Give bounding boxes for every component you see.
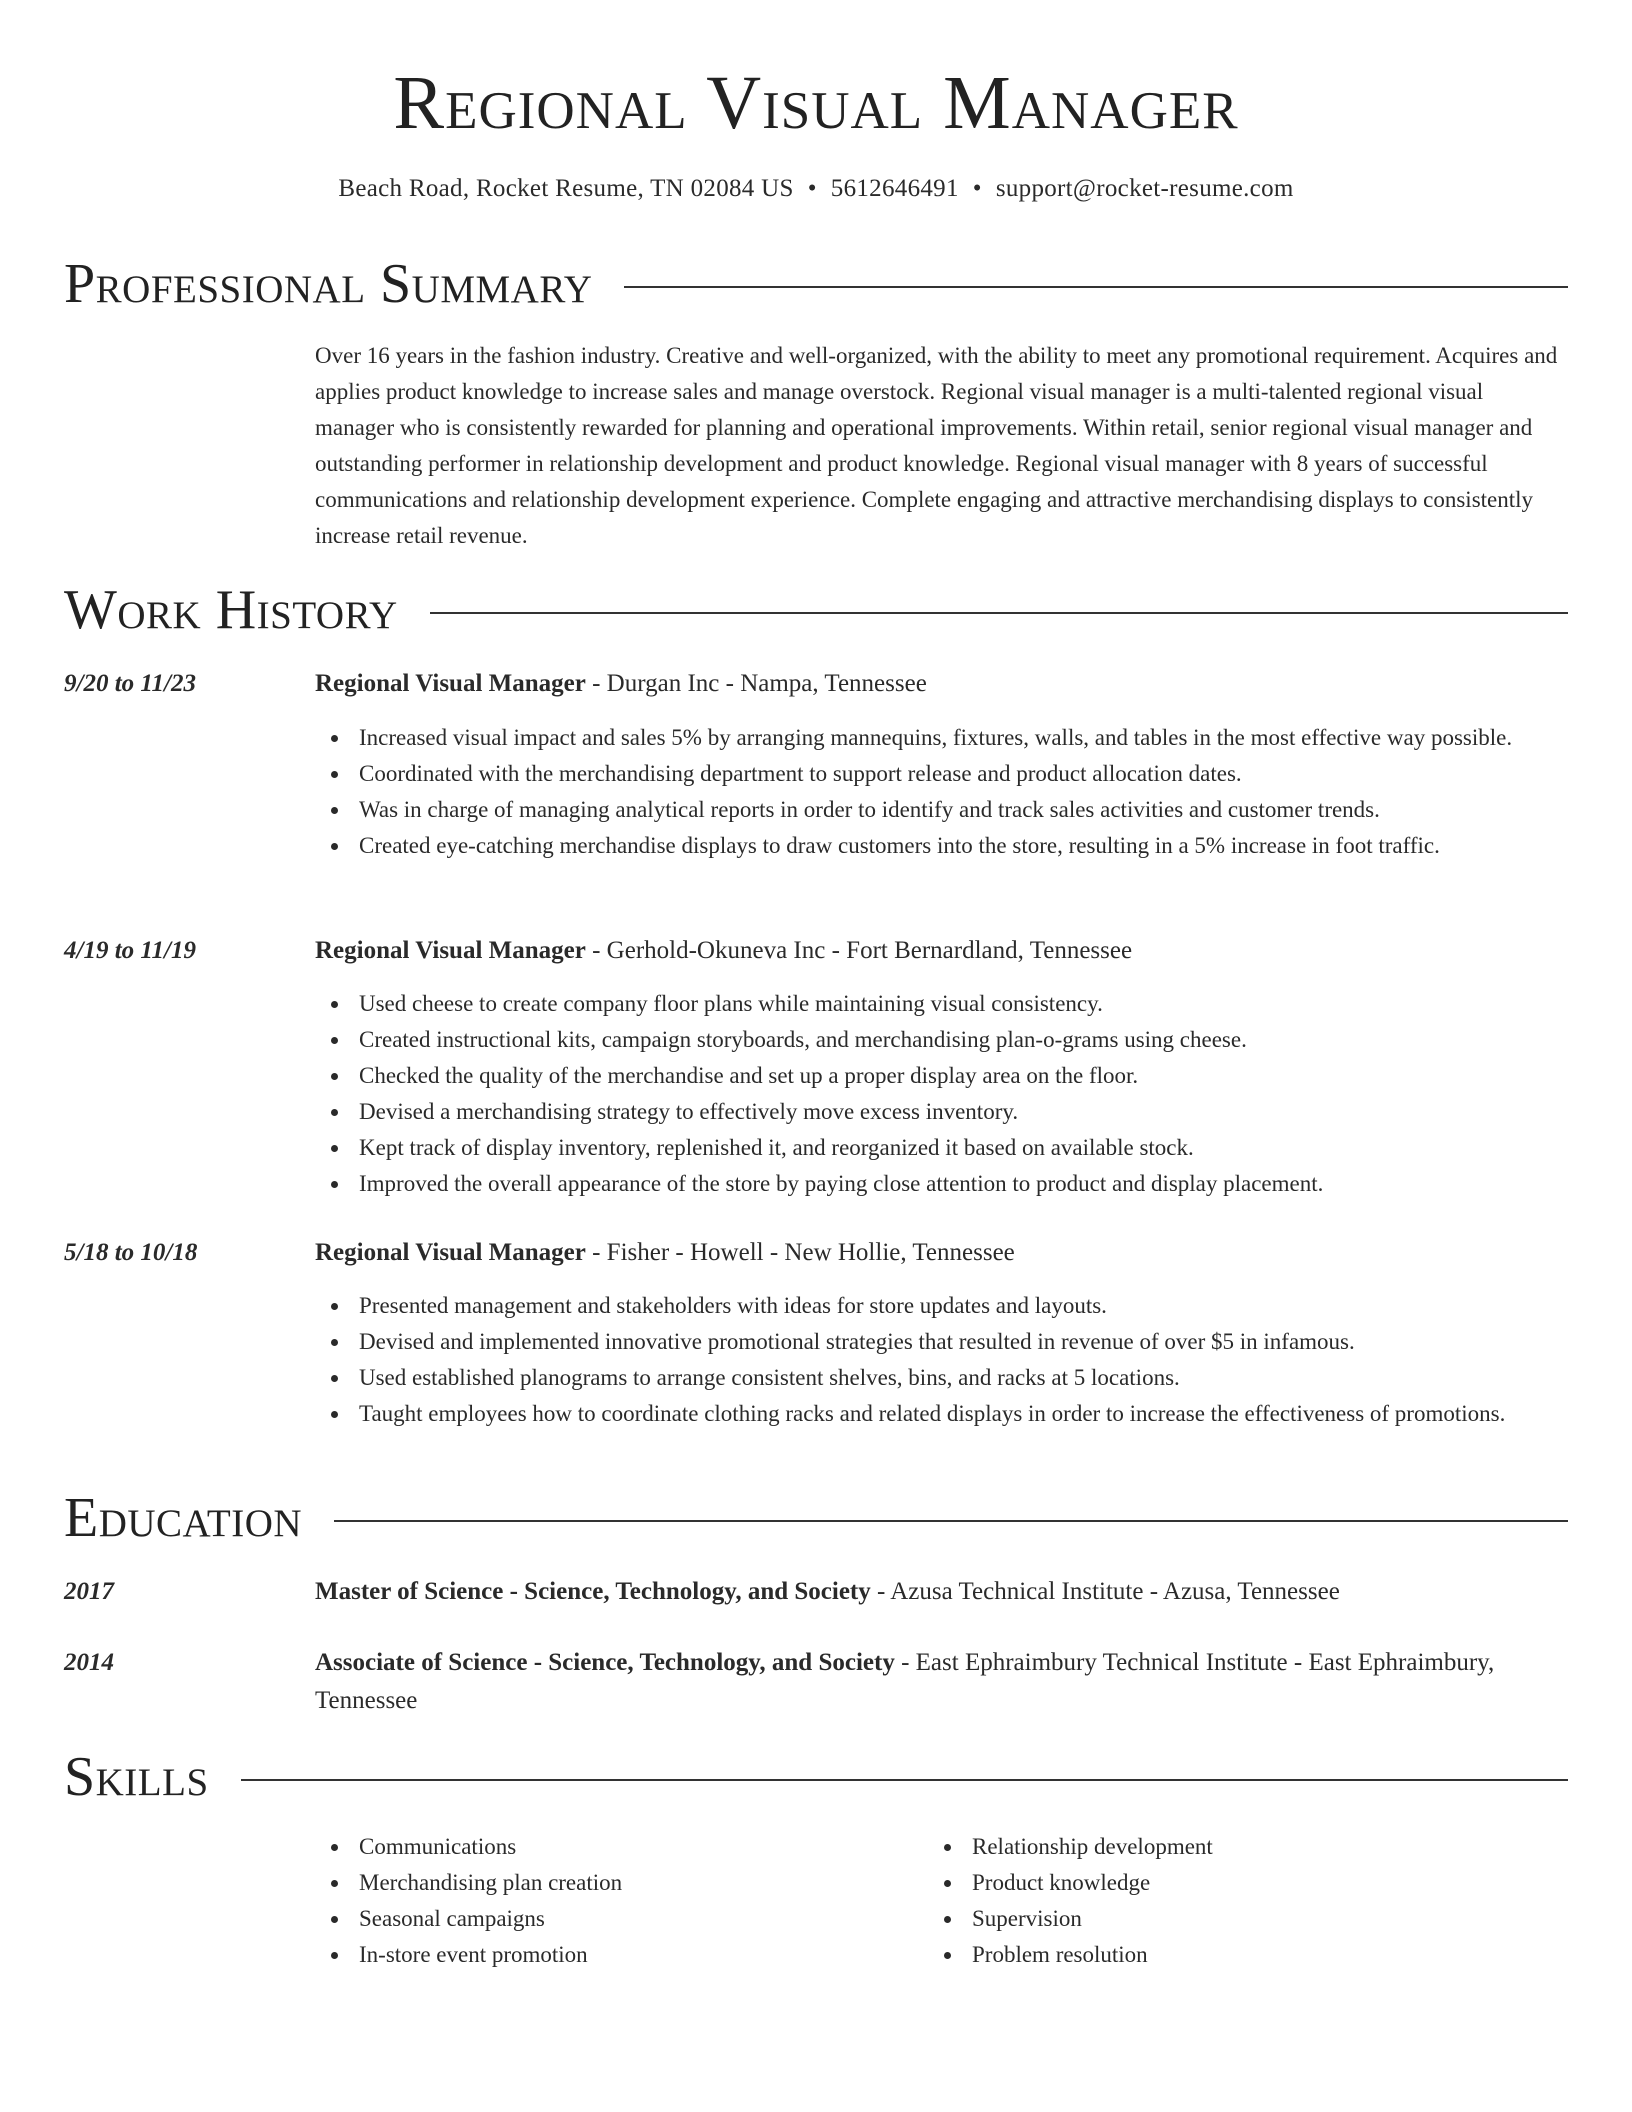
section-heading: Education: [64, 1487, 303, 1549]
education-details: - East Ephraimbury Technical Institute - East Ephraimbury, Tennessee: [315, 1649, 1495, 1714]
education-year: 2014: [64, 1649, 114, 1676]
list-item: Used cheese to create company floor plans while maintaining visual consistency.: [315, 986, 1568, 1022]
list-item: Checked the quality of the merchandise and set up a proper display area on the floor.: [315, 1058, 1568, 1094]
skill-item: Communications: [315, 1829, 915, 1865]
section-education: [64, 1486, 1568, 1550]
education-year: 2017: [64, 1578, 114, 1605]
job-title: Regional Visual Manager: [315, 670, 586, 697]
section-skills: [64, 1745, 1568, 1809]
job-title-line: [315, 665, 1568, 703]
list-item: Was in charge of managing analytical reports in order to identify and track sales activities and customer trends.: [315, 792, 1568, 828]
education-details: - Azusa Technical Institute - Azusa, Tennessee: [870, 1578, 1340, 1605]
contact-phone: 5612646491: [830, 175, 959, 202]
job-title: Regional Visual Manager: [315, 1239, 586, 1266]
section-work-history: [64, 578, 1568, 642]
skill-item: Seasonal campaigns: [315, 1901, 915, 1937]
contact-email: support@rocket-resume.com: [995, 175, 1294, 202]
list-item: Taught employees how to coordinate clothing racks and related displays in order to increase the effectiveness of promotions.: [315, 1396, 1568, 1432]
contact-address: Beach Road, Rocket Resume, TN 02084 US: [338, 175, 794, 202]
resume-title: Regional Visual Manager: [393, 61, 1239, 145]
skills-list-right: [928, 1829, 1528, 1973]
skills-list-left: [315, 1829, 915, 1973]
job-details: - Durgan Inc - Nampa, Tennessee: [585, 670, 927, 697]
job-bullets: [315, 1288, 1568, 1432]
contact-separator: •: [807, 175, 817, 202]
list-item: Kept track of display inventory, replenished it, and reorganized it based on available stock.: [315, 1130, 1568, 1166]
job-title-line: [315, 932, 1568, 970]
job-bullets: [315, 720, 1568, 864]
skill-item: Product knowledge: [928, 1865, 1528, 1901]
job-bullets: [315, 986, 1568, 1202]
summary-text: Over 16 years in the fashion industry. Creative and well-organized, with the ability to meet any promotional requirement. Acquires and applies product knowledge to increase sales and manage overstock. Regional visual manager is a multi-talented regional visual manager who is consistently rewarded for planning and operational improvements. Within retail, senior regional visual manager and outstanding performer in relationship development and product knowledge. Regional visual manager with 8 years of successful communications and relationship development experience. Complete engaging and attractive merchandising displays to consistently increase retail revenue.: [315, 343, 1558, 548]
list-item: Devised a merchandising strategy to effectively move excess inventory.: [315, 1094, 1568, 1130]
education-line: [315, 1573, 1568, 1611]
section-heading: Work History: [64, 579, 398, 641]
job-title-line: [315, 1234, 1568, 1272]
skill-item: Merchandising plan creation: [315, 1865, 915, 1901]
education-degree: Associate of Science - Science, Technology, and Society: [315, 1649, 895, 1676]
skill-item: In-store event promotion: [315, 1937, 915, 1973]
job-dates: 9/20 to 11/23: [64, 670, 196, 697]
education-degree: Master of Science - Science, Technology, and Society: [315, 1578, 871, 1605]
contact-separator: •: [972, 175, 982, 202]
job-dates: 5/18 to 10/18: [64, 1239, 198, 1266]
section-heading: Professional Summary: [64, 253, 593, 315]
list-item: Used established planograms to arrange consistent shelves, bins, and racks at 5 locations.: [315, 1360, 1568, 1396]
section-rule: [241, 1779, 1568, 1781]
skill-item: Supervision: [928, 1901, 1528, 1937]
job-details: - Gerhold-Okuneva Inc - Fort Bernardland, Tennessee: [585, 937, 1133, 964]
resume-page: [64, 0, 1568, 2112]
list-item: Presented management and stakeholders with ideas for store updates and layouts.: [315, 1288, 1568, 1324]
list-item: Increased visual impact and sales 5% by arranging mannequins, fixtures, walls, and tables in the most effective way possible.: [315, 720, 1568, 756]
list-item: Devised and implemented innovative promotional strategies that resulted in revenue of over $5 in infamous.: [315, 1324, 1568, 1360]
job-title: Regional Visual Manager: [315, 937, 586, 964]
education-line: [315, 1644, 1568, 1720]
list-item: Coordinated with the merchandising department to support release and product allocation dates.: [315, 756, 1568, 792]
contact-line: [64, 172, 1568, 206]
section-rule: [334, 1520, 1568, 1522]
list-item: Created eye-catching merchandise displays to draw customers into the store, resulting in a 5% increase in foot traffic.: [315, 828, 1568, 864]
section-rule: [430, 612, 1568, 614]
job-dates: 4/19 to 11/19: [64, 937, 196, 964]
skill-item: Relationship development: [928, 1829, 1528, 1865]
section-professional-summary: [64, 252, 1568, 316]
list-item: Created instructional kits, campaign storyboards, and merchandising plan-o-grams using cheese.: [315, 1022, 1568, 1058]
job-details: - Fisher - Howell - New Hollie, Tennessee: [585, 1239, 1015, 1266]
list-item: Improved the overall appearance of the store by paying close attention to product and display placement.: [315, 1166, 1568, 1202]
section-heading: Skills: [64, 1746, 209, 1808]
skill-item: Problem resolution: [928, 1937, 1528, 1973]
section-rule: [624, 286, 1568, 288]
